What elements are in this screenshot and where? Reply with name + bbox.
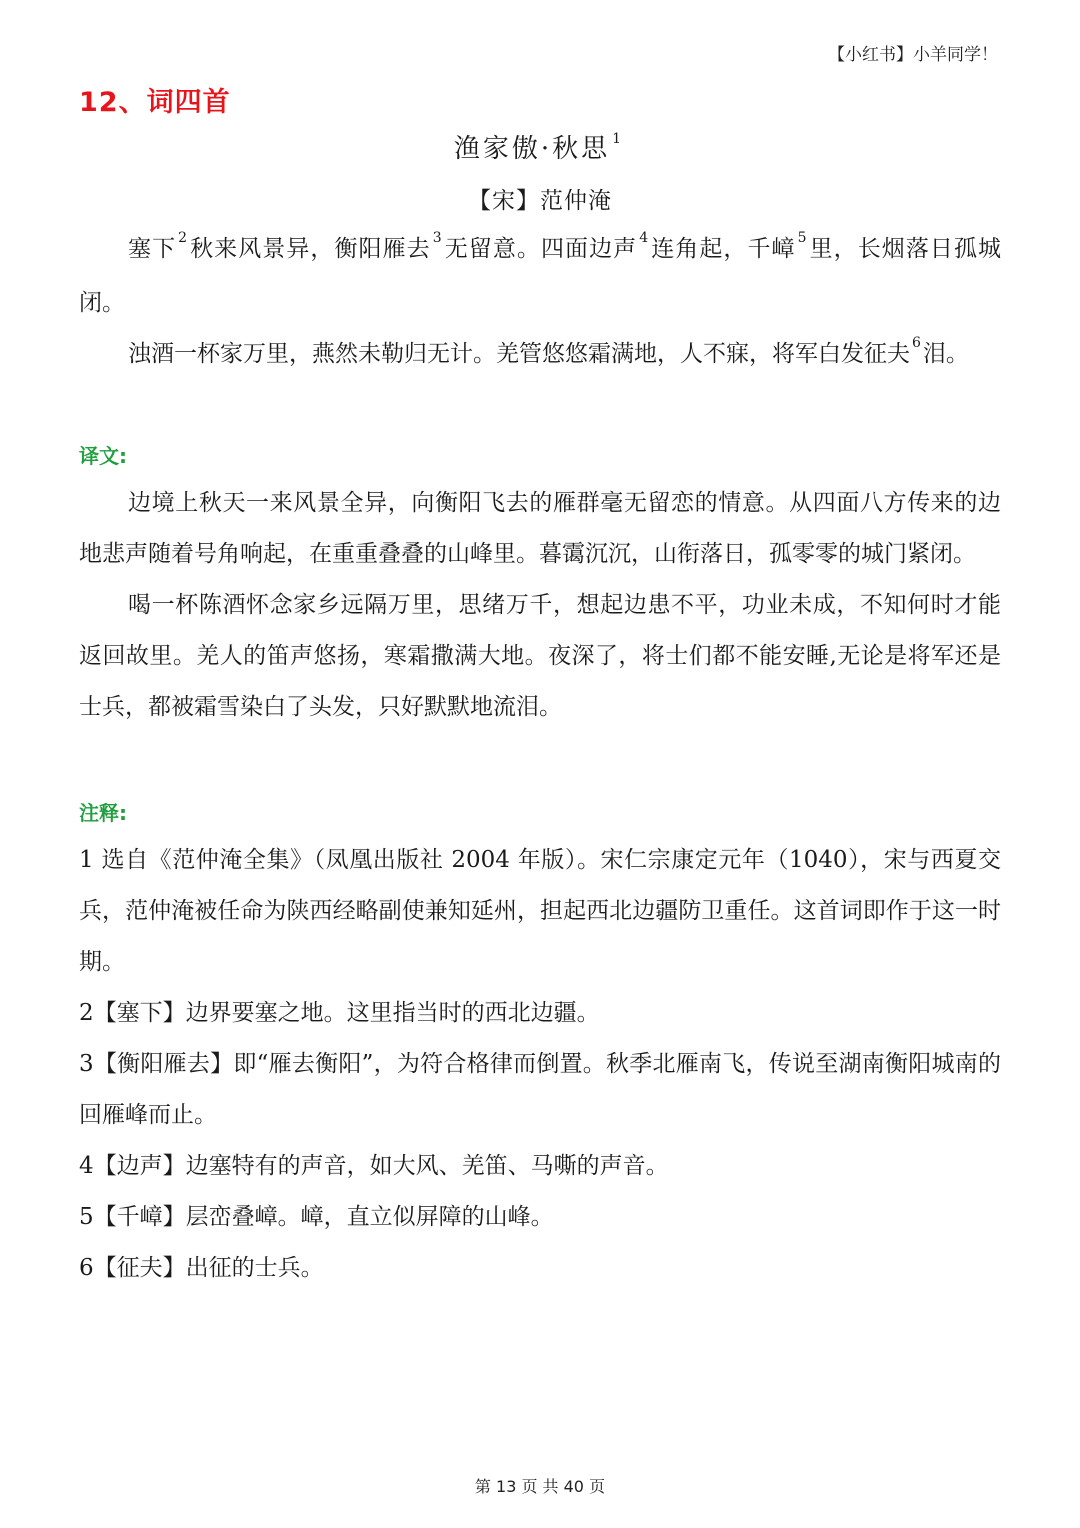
translation-paragraph: 边境上秋天一来风景全异，向衡阳飞去的雁群毫无留恋的情意。从四面八方传来的边地悲声随着号角响起，在重重叠叠的山峰里。暮霭沉沉，山衔落日，孤零零的城门紧闭。 [79, 490, 1001, 567]
poem-line-part: 连角起，千嶂 [650, 236, 796, 262]
poem-title [0, 128, 1080, 165]
lesson-title: 12、词四首 [79, 87, 231, 118]
poem-line-part: 秋来风景异，衡阳雁去 [189, 236, 431, 262]
translation-label: 译文: [79, 444, 127, 468]
footnote-ref: 6 [912, 335, 921, 351]
note-item: 6【征夫】出征的士兵。 [79, 1255, 324, 1281]
page-number: 第 13 页 共 40 页 [474, 1477, 606, 1496]
poem-text [79, 224, 1001, 383]
poem-author: 【宋】范仲淹 [468, 188, 612, 214]
translation-text [79, 478, 1001, 733]
note-item: 4【边声】边塞特有的声音，如大风、羌笛、马嘶的声音。 [79, 1153, 669, 1179]
poem-title-text: 渔家傲·秋思 [453, 134, 611, 164]
footnote-ref: 4 [639, 230, 649, 246]
poem-line-part: 塞下 [128, 236, 177, 262]
translation-paragraph: 喝一杯陈酒怀念家乡远隔万里，思绪万千，想起边患不平，功业未成，不知何时才能返回故里。羌人的笛声悠扬，寒霜撒满大地。夜深了，将士们都不能安睡,无论是将军还是士兵，都被霜雪染白了头发，只好默默地流泪。 [79, 592, 1001, 720]
note-item: 5【千嶂】层峦叠嶂。嶂，直立似屏障的山峰。 [79, 1204, 554, 1230]
footnote-ref: 5 [797, 230, 807, 246]
footnote-ref: 3 [432, 230, 442, 246]
notes-list [79, 835, 1001, 1294]
note-item: 2【塞下】边界要塞之地。这里指当时的西北边疆。 [79, 1000, 600, 1026]
footnote-ref: 2 [178, 230, 188, 246]
footnote-ref: 1 [612, 131, 625, 147]
note-item: 3【衡阳雁去】即“雁去衡阳”，为符合格律而倒置。秋季北雁南飞，传说至湖南衡阳城南的回雁峰而止。 [79, 1051, 1001, 1128]
notes-label: 注释: [79, 801, 127, 825]
poem-line-part: 无留意。四面边声 [443, 236, 638, 262]
poem-stanza-1 [79, 224, 1001, 329]
poem-stanza-2 [79, 329, 1001, 383]
poem-line-part: 里，长烟落日孤城闭。 [79, 236, 1001, 316]
poem-line-part: 浊酒一杯家万里，燕然未勒归无计。羌管悠悠霜满地，人不寐，将军白发征夫 [128, 341, 910, 367]
note-item: 1 选自《范仲淹全集》（凤凰出版社 2004 年版）。宋仁宗康定元年（1040），宋与西夏交兵，范仲淹被任命为陕西经略副使兼知延州，担起西北边疆防卫重任。这首词即作于这一时期。 [79, 847, 1001, 975]
poem-line-part: 泪。 [922, 341, 969, 367]
source-tag: 【小红书】小羊同学！ [828, 45, 998, 65]
